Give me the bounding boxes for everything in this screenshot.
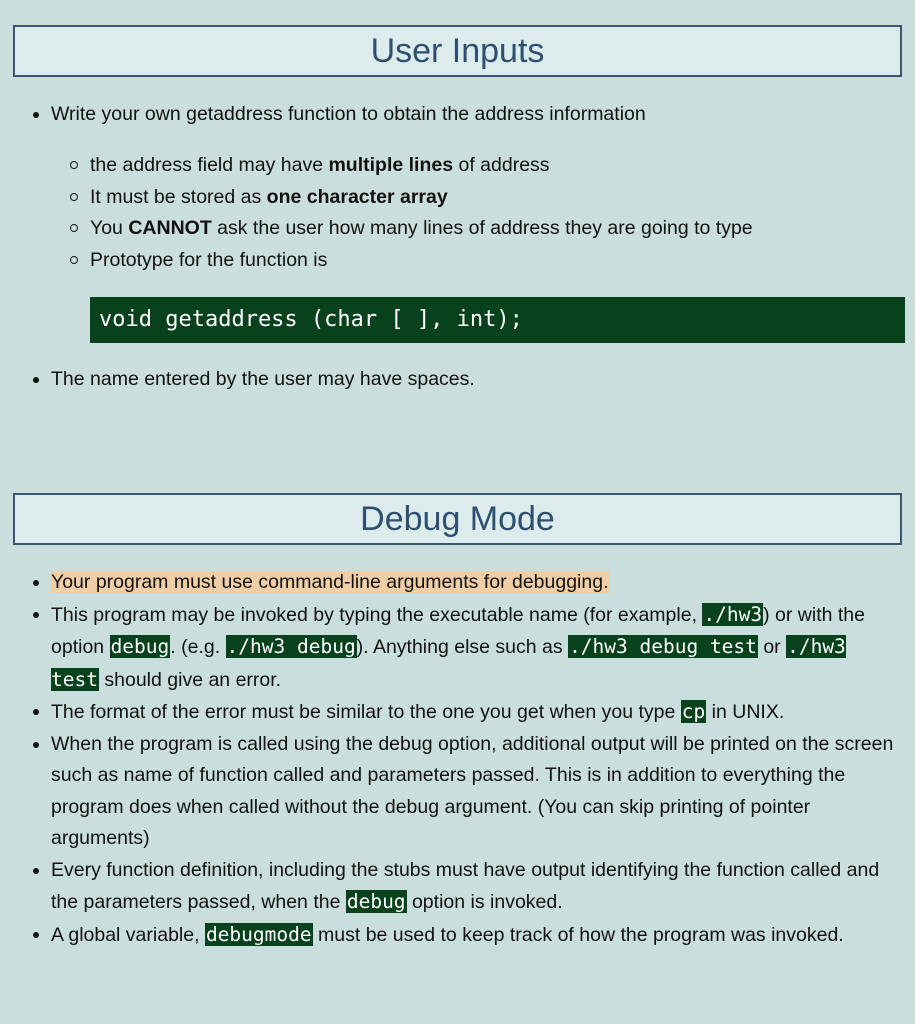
text-segment: ). Anything else such as [356,636,569,658]
sub-list-item [90,150,905,182]
text-segment: ask the user how many lines of address they are going to type [211,217,753,239]
text-segment: Every function definition, including the stubs must have output identifying the function called and the parameters passed, when the [51,858,880,913]
highlighted-text: Your program must use command-line arguments for debugging. [51,571,609,593]
text-segment: When the program is called using the debug option, additional output will be printed on the screen such as name of function called and parameters passed. This is in addition to everything the program does when called without the debug argument. (You can skip printing of pointer arguments) [51,732,894,849]
bold-text: CANNOT [128,217,212,239]
prototype-code-block: void getaddress (char [ ], int); [90,297,905,343]
text-segment: option is invoked. [406,891,563,913]
text-segment: . (e.g. [170,636,226,658]
inline-code: ./hw3 debug test [569,635,757,658]
list-item [51,729,903,855]
list-item [51,696,903,729]
sub-list-item [90,182,905,214]
section-title-debug-mode: Debug Mode [13,493,902,545]
text-segment: ) or with the option [51,603,865,658]
text-segment: This program may be invoked by typing the executable name (for example, [51,603,703,626]
list-item [51,567,903,599]
list-item [51,855,903,919]
sub-list-item [90,213,905,245]
inline-code: debug [110,635,170,658]
section-title-user-inputs: User Inputs [13,25,902,77]
list-item [51,919,903,952]
text-segment: the address field may have [90,154,329,176]
list-item [51,364,901,396]
list-item [51,599,903,697]
text-segment: The format of the error must be similar to the one you get when you type [51,701,681,723]
list-item [51,99,901,131]
user-inputs-sublist [90,150,905,276]
sub-list-item [90,245,905,277]
bold-text: multiple lines [328,154,454,176]
inline-code: ./hw3 test [51,635,846,691]
list-item-text: The name entered by the user may have spaces. [51,368,475,390]
text-segment: It must be stored as [90,185,267,208]
text-segment: A global variable, [51,923,205,946]
text-segment: should give an error. [98,668,282,691]
debug-mode-list [51,567,903,951]
text-segment: or [757,636,787,658]
inline-code: ./hw3 debug [226,635,356,658]
text-segment: Prototype for the function is [90,248,328,271]
text-segment: in UNIX. [706,701,785,723]
user-inputs-list [51,99,901,131]
list-item-text: Write your own getaddress function to obtain the address information [51,103,646,125]
inline-code: cp [681,700,706,723]
inline-code: debugmode [205,922,312,946]
text-segment: You [90,217,129,239]
inline-code: debug [346,890,406,913]
inline-code: ./hw3 [703,602,763,626]
text-segment: of address [453,154,550,176]
bold-text: one character array [266,185,448,208]
user-inputs-list-2 [51,364,901,396]
text-segment: must be used to keep track of how the program was invoked. [312,923,844,946]
